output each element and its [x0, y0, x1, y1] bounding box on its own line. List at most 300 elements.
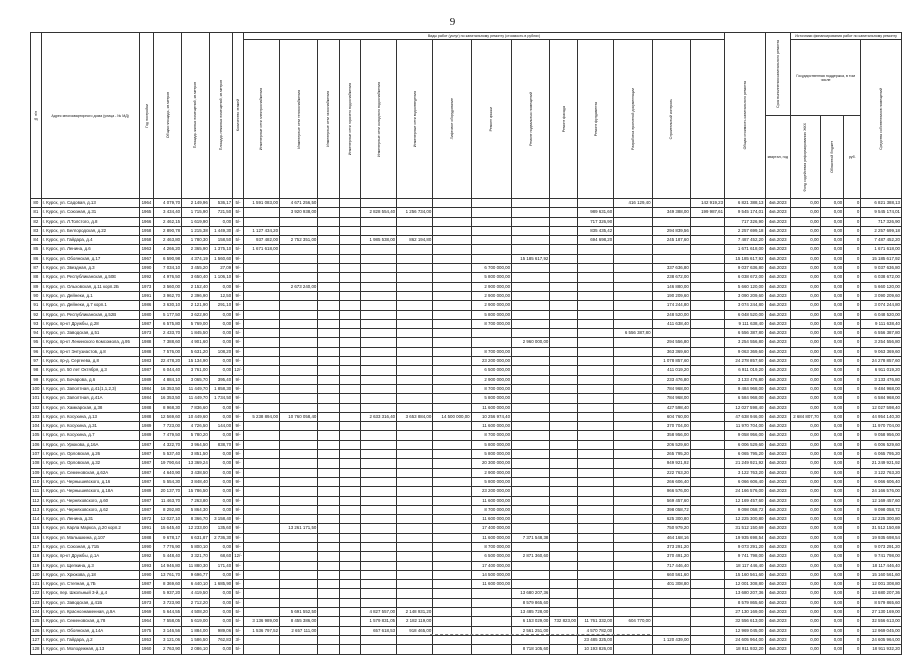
cell-basement [512, 199, 550, 208]
cell-period: 4кв.2023 [765, 226, 791, 235]
cell-fin-owner: 9 741 798,00 [861, 552, 902, 561]
table-row [31, 226, 902, 235]
cell-basement: 15 185 617,92 [512, 254, 550, 263]
cell-period: 4кв.2023 [765, 431, 791, 440]
cell-floors: 9/- [233, 580, 244, 589]
table-row [31, 403, 902, 412]
cell-fin-zero: 0 [844, 394, 861, 403]
cell-roof: 11 600 000,00 [471, 422, 511, 431]
cell-living-area: 7 263,80 [182, 496, 210, 505]
cell-design [614, 524, 652, 533]
cell-total: 6 821 388,13 [725, 199, 765, 208]
cell-row-number: 92 [31, 310, 42, 319]
cell-living-area: 3 761,00 [182, 366, 210, 375]
cell-fin-fund: 0,00 [791, 291, 821, 300]
cell-other [690, 412, 724, 421]
cell-living-area: 4 508,20 [182, 608, 210, 617]
cell-year: 1953 [139, 635, 154, 644]
cell-address: г. Курск, ул. Дейнеки, д.1 [41, 291, 139, 300]
cell-period: 4кв.2023 [765, 524, 791, 533]
cell-floors: 9/- [233, 338, 244, 347]
cell-total-area: 13 761,70 [154, 570, 182, 579]
cell-heat [280, 384, 318, 393]
table-row [31, 394, 902, 403]
cell-fin-fund: 0,00 [791, 608, 821, 617]
table-row [31, 291, 902, 300]
cell-fin-zero: 0 [844, 208, 861, 217]
cell-control: 238 672,00 [652, 273, 690, 282]
cell-floors: 9/- [233, 394, 244, 403]
cell-fin-oblast: 0,00 [820, 496, 843, 505]
header-fin-regional: Государственная поддержка, в том числе [791, 40, 861, 116]
cell-year: 1984 [139, 394, 154, 403]
cell-sewer [397, 422, 433, 431]
cell-control: 363 369,60 [652, 347, 690, 356]
cell-fin-oblast: 0,00 [820, 254, 843, 263]
cell-period: 4кв.2023 [765, 236, 791, 245]
cell-facade [550, 217, 578, 226]
cell-address: г. Курск, ул. Черняховского, д.60 [41, 496, 139, 505]
cell-fin-zero: 0 [844, 301, 861, 310]
cell-facade [550, 552, 578, 561]
cell-floors: 9/- [233, 375, 244, 384]
cell-floors: 9/- [233, 533, 244, 542]
table-row [31, 375, 902, 384]
cell-roof [471, 236, 511, 245]
cell-fin-owner: 1 671 618,00 [861, 245, 902, 254]
cell-heat [280, 347, 318, 356]
table-row [31, 338, 902, 347]
cell-heat [280, 254, 318, 263]
cell-year: 1990 [139, 264, 154, 273]
cell-living-area: 11 449,70 [182, 384, 210, 393]
cell-basement: 2 561 251,00 [512, 626, 550, 635]
cell-living-area: 5 631,20 [182, 347, 210, 356]
cell-electro [243, 542, 279, 551]
cell-fin-zero: 0 [844, 403, 861, 412]
cell-cold-water [360, 273, 396, 282]
cell-living-area: 2 086,10 [182, 645, 210, 654]
cell-fin-owner: 6 066 606,40 [861, 477, 902, 486]
cell-total-area: 4 884,10 [154, 375, 182, 384]
cell-hot-water [339, 450, 360, 459]
cell-address: г. Курск, ул. Белгородская, д.22 [41, 226, 139, 235]
cell-fin-owner: 24 278 857,60 [861, 357, 902, 366]
cell-other [690, 626, 724, 635]
cell-facade [550, 580, 578, 589]
cell-roof: 17 400 000,00 [471, 524, 511, 533]
cell-hot-water [339, 552, 360, 561]
cell-living-area: 7 836,60 [182, 403, 210, 412]
cell-fin-owner: 15 160 561,60 [861, 570, 902, 579]
cell-year: 1987 [139, 459, 154, 468]
cell-sewer [397, 431, 433, 440]
cell-cold-water [360, 264, 396, 273]
cell-gas [318, 487, 339, 496]
cell-nonliving-area: 0,00 [209, 645, 232, 654]
cell-gas [318, 552, 339, 561]
table-row [31, 217, 902, 226]
cell-other [690, 561, 724, 570]
cell-heat [280, 226, 318, 235]
cell-roof: 5 800 000,00 [471, 450, 511, 459]
cell-fin-owner: 12 001 308,80 [861, 580, 902, 589]
cell-period: 4кв.2023 [765, 608, 791, 617]
cell-other [690, 589, 724, 598]
cell-lift [433, 440, 471, 449]
cell-heat [280, 533, 318, 542]
cell-foundation [578, 273, 614, 282]
cell-hot-water [339, 645, 360, 654]
cell-facade [550, 273, 578, 282]
cell-lift [433, 357, 471, 366]
cell-address: г. Курск, ул. Чернышевского, д.18А [41, 487, 139, 496]
table-row [31, 505, 902, 514]
cell-basement [512, 329, 550, 338]
cell-fin-fund: 0,00 [791, 515, 821, 524]
cell-basement [512, 310, 550, 319]
cell-facade [550, 245, 578, 254]
cell-total: 24 605 964,00 [725, 635, 765, 644]
cell-fin-oblast: 0,00 [820, 570, 843, 579]
cell-electro [243, 496, 279, 505]
table-body [31, 199, 902, 655]
cell-row-number: 82 [31, 217, 42, 226]
cell-fin-fund: 0,00 [791, 264, 821, 273]
cell-fin-fund: 0,00 [791, 357, 821, 366]
cell-hot-water [339, 366, 360, 375]
cell-basement [512, 347, 550, 356]
cell-basement [512, 459, 550, 468]
cell-facade [550, 403, 578, 412]
cell-fin-fund: 0,00 [791, 570, 821, 579]
cell-address: г. Курск, пр-кт Энтузиастов, д.8 [41, 347, 139, 356]
cell-basement [512, 301, 550, 310]
header-year: Год постройки [139, 33, 154, 199]
cell-hot-water [339, 217, 360, 226]
cell-fin-owner: 32 556 613,00 [861, 617, 902, 626]
table-row [31, 329, 902, 338]
cell-total: 6 066 606,40 [725, 477, 765, 486]
cell-heat [280, 552, 318, 561]
cell-address: г. Курск, ул. Л.Толстого, д.8 [41, 217, 139, 226]
cell-living-area: 2 365,90 [182, 245, 210, 254]
cell-lift [433, 580, 471, 589]
cell-basement: 7 371 548,38 [512, 533, 550, 542]
cell-fin-fund: 0,00 [791, 329, 821, 338]
cell-lift [433, 468, 471, 477]
capital-repair-table-sheet [30, 32, 902, 655]
cell-hot-water [339, 505, 360, 514]
cell-fin-owner: 9 063 369,60 [861, 347, 902, 356]
cell-hot-water [339, 245, 360, 254]
table-row [31, 561, 902, 570]
cell-cold-water [360, 496, 396, 505]
cell-sewer [397, 598, 433, 607]
cell-total: 9 741 798,00 [725, 552, 765, 561]
cell-heat: 2 673 240,00 [280, 282, 318, 291]
cell-foundation [578, 282, 614, 291]
cell-nonliving-area: 0,00 [209, 431, 232, 440]
cell-total-area: 7 388,60 [154, 338, 182, 347]
cell-nonliving-area: 0,00 [209, 329, 232, 338]
cell-total-area: 14 946,80 [154, 561, 182, 570]
cell-floors: 5/- [233, 617, 244, 626]
cell-control: 245 187,60 [652, 236, 690, 245]
cell-fin-zero: 0 [844, 626, 861, 635]
cell-fin-owner: 6 556 387,80 [861, 329, 902, 338]
cell-design [614, 533, 652, 542]
cell-gas [318, 310, 339, 319]
cell-electro [243, 403, 279, 412]
cell-lift [433, 617, 471, 626]
cell-electro [243, 608, 279, 617]
cell-fin-zero: 0 [844, 570, 861, 579]
cell-sewer [397, 319, 433, 328]
table-row [31, 533, 902, 542]
cell-electro [243, 329, 279, 338]
cell-nonliving-area: 762,83 [209, 635, 232, 644]
cell-foundation: 989 631,60 [578, 208, 614, 217]
cell-row-number: 111 [31, 487, 42, 496]
cell-fin-oblast: 0,00 [820, 626, 843, 635]
cell-fin-zero: 0 [844, 431, 861, 440]
cell-address: г. Курск, ул. Заполтная, д.41А [41, 394, 139, 403]
cell-hot-water [339, 357, 360, 366]
cell-fin-fund: 0,00 [791, 217, 821, 226]
cell-fin-owner: 9 073 291,20 [861, 542, 902, 551]
cell-living-area: 8 366,70 [182, 515, 210, 524]
cell-floors: 9/- [233, 440, 244, 449]
cell-fin-oblast: 0,00 [820, 310, 843, 319]
cell-heat [280, 264, 318, 273]
cell-basement [512, 431, 550, 440]
cell-fin-fund: 0,00 [791, 431, 821, 440]
cell-total-area: 11 463,70 [154, 496, 182, 505]
cell-nonliving-area: 0,00 [209, 496, 232, 505]
cell-gas [318, 617, 339, 626]
cell-fin-zero: 0 [844, 477, 861, 486]
cell-heat [280, 496, 318, 505]
cell-nonliving-area: 0,00 [209, 608, 232, 617]
cell-design [614, 301, 652, 310]
cell-fin-oblast: 0,00 [820, 291, 843, 300]
cell-basement [512, 487, 550, 496]
table-row [31, 431, 902, 440]
cell-period: 4кв.2023 [765, 366, 791, 375]
cell-total: 3 254 556,80 [725, 338, 765, 347]
cell-fin-owner: 9 058 956,00 [861, 431, 902, 440]
cell-fin-fund: 0,00 [791, 403, 821, 412]
cell-total: 5 660 120,00 [725, 282, 765, 291]
cell-fin-owner: 13 680 207,36 [861, 589, 902, 598]
header-works-group: Виды работ (услуг) по капитальному ремонту (стоимость в рублях) [243, 33, 724, 40]
cell-living-area: 1 845,50 [182, 329, 210, 338]
cell-heat [280, 245, 318, 254]
cell-total: 6 556 387,80 [725, 329, 765, 338]
cell-address: г. Курск, ул. Бочарова, д.6 [41, 375, 139, 384]
cell-lift [433, 403, 471, 412]
cell-sewer [397, 310, 433, 319]
cell-fin-zero: 0 [844, 236, 861, 245]
cell-design [614, 347, 652, 356]
cell-row-number: 114 [31, 515, 42, 524]
cell-hot-water [339, 561, 360, 570]
cell-address: г. Курск, ул. Садовая, д.13 [41, 199, 139, 208]
cell-fin-owner: 8 579 865,60 [861, 598, 902, 607]
cell-fin-owner: 18 117 446,40 [861, 561, 902, 570]
cell-roof: 11 600 000,00 [471, 580, 511, 589]
cell-fin-fund: 0,00 [791, 450, 821, 459]
cell-electro [243, 366, 279, 375]
cell-facade [550, 208, 578, 217]
cell-fin-oblast: 0,00 [820, 226, 843, 235]
cell-row-number: 116 [31, 533, 42, 542]
cell-fin-fund: 0,00 [791, 347, 821, 356]
cell-gas [318, 264, 339, 273]
cell-living-area: 3 622,90 [182, 310, 210, 319]
cell-facade [550, 422, 578, 431]
cell-floors: 9/- [233, 347, 244, 356]
cell-design [614, 450, 652, 459]
cell-other [690, 580, 724, 589]
cell-heat [280, 450, 318, 459]
cell-facade [550, 450, 578, 459]
cell-row-number: 101 [31, 394, 42, 403]
cell-total: 6 911 019,20 [725, 366, 765, 375]
cell-fin-zero: 0 [844, 264, 861, 273]
cell-fin-owner: 27 130 169,00 [861, 608, 902, 617]
cell-gas [318, 394, 339, 403]
cell-nonliving-area: 1 858,30 [209, 384, 232, 393]
cell-design [614, 645, 652, 654]
cell-lift [433, 208, 471, 217]
cell-facade [550, 459, 578, 468]
cell-basement [512, 477, 550, 486]
cell-floors: 9/- [233, 496, 244, 505]
cell-floors: 5/- [233, 245, 244, 254]
cell-fin-zero: 0 [844, 375, 861, 384]
cell-design [614, 440, 652, 449]
cell-foundation: 11 761 332,00 [578, 617, 614, 626]
cell-fin-zero: 0 [844, 533, 861, 542]
cell-cold-water: 2 828 554,40 [360, 208, 396, 217]
cell-fin-zero: 0 [844, 450, 861, 459]
cell-sewer [397, 487, 433, 496]
cell-design [614, 598, 652, 607]
cell-address: г. Курск, ул. Молодежная, д.13 [41, 645, 139, 654]
cell-total-area: 12 569,60 [154, 412, 182, 421]
cell-roof: 8 700 000,00 [471, 431, 511, 440]
cell-heat [280, 477, 318, 486]
cell-total-area: 2 890,78 [154, 226, 182, 235]
cell-other [690, 273, 724, 282]
cell-electro [243, 338, 279, 347]
cell-fin-oblast: 0,00 [820, 552, 843, 561]
cell-hot-water [339, 589, 360, 598]
cell-cold-water [360, 477, 396, 486]
cell-living-area: 2 149,96 [182, 199, 210, 208]
cell-control: 373 291,20 [652, 542, 690, 551]
cell-hot-water [339, 264, 360, 273]
table-row [31, 552, 902, 561]
cell-fin-zero: 0 [844, 542, 861, 551]
cell-control [652, 608, 690, 617]
cell-living-area: 3 065,70 [182, 375, 210, 384]
cell-period: 4кв.2023 [765, 487, 791, 496]
cell-heat [280, 319, 318, 328]
cell-hot-water [339, 524, 360, 533]
cell-other [690, 542, 724, 551]
cell-fin-oblast: 0,00 [820, 561, 843, 570]
cell-fin-zero: 0 [844, 598, 861, 607]
cell-design [614, 310, 652, 319]
cell-basement: 8 718 105,60 [512, 645, 550, 654]
header-unit-rub: руб. [844, 116, 861, 199]
cell-fin-fund: 0,00 [791, 319, 821, 328]
cell-total-area: 8 369,60 [154, 580, 182, 589]
cell-heat [280, 542, 318, 551]
table-row [31, 412, 902, 421]
cell-lift [433, 422, 471, 431]
cell-design [614, 487, 652, 496]
header-electro: Инженерные сети электроснабжения [243, 40, 279, 199]
cell-foundation [578, 384, 614, 393]
cell-gas [318, 626, 339, 635]
cell-sewer [397, 264, 433, 273]
cell-period: 4кв.2023 [765, 477, 791, 486]
table-row [31, 254, 902, 263]
cell-row-number: 115 [31, 524, 42, 533]
cell-fin-fund: 0,00 [791, 635, 821, 644]
cell-total: 12 969 045,00 [725, 626, 765, 635]
cell-sewer [397, 403, 433, 412]
cell-roof: 5 800 000,00 [471, 310, 511, 319]
cell-control [652, 329, 690, 338]
cell-cold-water [360, 347, 396, 356]
cell-total-area: 6 044,40 [154, 366, 182, 375]
cell-address: г. Курск, ул. Карла Маркса, д.20 корп.2 [41, 524, 139, 533]
cell-foundation [578, 598, 614, 607]
cell-foundation [578, 403, 614, 412]
cell-control: 370 704,00 [652, 422, 690, 431]
cell-total: 9 111 638,40 [725, 319, 765, 328]
cell-cold-water [360, 505, 396, 514]
cell-roof: 10 256 974,40 [471, 412, 511, 421]
header-floors: Количество этажей [233, 33, 244, 199]
cell-fin-fund: 0,00 [791, 459, 821, 468]
cell-sewer [397, 254, 433, 263]
cell-facade [550, 226, 578, 235]
header-total: Общая стоимость капитального ремонта [725, 33, 765, 199]
cell-row-number: 112 [31, 496, 42, 505]
cell-fin-zero: 0 [844, 608, 861, 617]
table-row [31, 282, 902, 291]
cell-row-number: 120 [31, 570, 42, 579]
cell-year: 1992 [139, 273, 154, 282]
cell-year: 1958 [139, 226, 154, 235]
cell-fin-fund: 0,00 [791, 477, 821, 486]
cell-row-number: 118 [31, 552, 42, 561]
cell-address: г. Курск, ул. Республиканская, д.52В [41, 310, 139, 319]
cell-other [690, 533, 724, 542]
cell-nonliving-area: 3 158,40 [209, 515, 232, 524]
cell-electro [243, 589, 279, 598]
table-row [31, 450, 902, 459]
cell-year: 1965 [139, 208, 154, 217]
cell-lift [433, 645, 471, 654]
cell-basement: 6 153 029,00 [512, 617, 550, 626]
